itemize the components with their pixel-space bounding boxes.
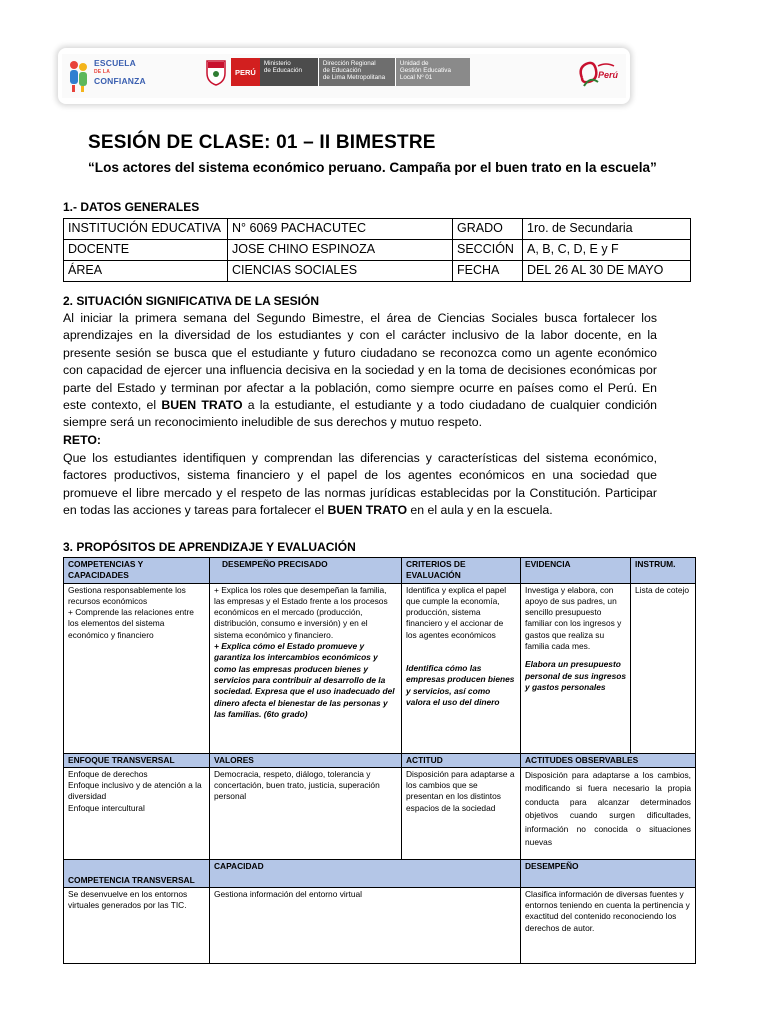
competencias-cell xyxy=(64,583,210,753)
evidencia-bold-text: Elabora un presupuesto personal de sus ingresos y gastos personales xyxy=(525,659,626,692)
column-header: CRITERIOS DE EVALUACIÓN xyxy=(402,558,521,584)
table-row xyxy=(64,767,696,859)
ugel-line: Local Nº 01 xyxy=(399,74,433,81)
column-header: ACTITUD xyxy=(402,753,521,767)
escuela-confianza-logo xyxy=(68,57,146,95)
table-row xyxy=(64,583,696,753)
enfoque-item: Enfoque intercultural xyxy=(68,802,145,813)
datos-generales-table xyxy=(63,218,691,282)
desempeno-cell xyxy=(210,583,402,753)
ugel-label xyxy=(395,58,470,86)
table-row xyxy=(64,240,691,261)
column-header: CAPACIDAD xyxy=(210,859,521,887)
criterio-text: Identifica y explica el papel que cumple la economía, producción, sistema financiero y el accionar de los agentes económicos xyxy=(406,584,507,640)
evidencia-text: Investiga y elabora, con apoyo de sus padres, un sencillo presupuesto familiar con los ingresos y gastos que realiza su familia cada mes. xyxy=(525,584,622,652)
table-cell: JOSE CHINO ESPINOZA xyxy=(228,240,453,261)
ugel-line: Gestión Educativa xyxy=(399,67,451,74)
paragraph-text: Al iniciar la primera semana del Segundo Bimestre, el área de Ciencias Sociales busca fortalecer los aprendizajes en la diversidad de los estudiantes y con el carácter inclusivo de la labor docente, en la presente sesión se busca que el estudiante y futuro ciudadano se reconozca como un agente económico con capacidad de ejercer una influencia decisiva en la sociedad y en la toma de decisiones económicas por parte del Estado y terminan por afectar a la población, como siempre ocurre en países como el Perú. En este contexto, el xyxy=(63,311,657,413)
column-header: COMPETENCIAS Y CAPACIDADES xyxy=(64,558,210,584)
competencia-item: Gestiona responsablemente los recursos económicos xyxy=(68,584,186,606)
paragraph-text: en el aula y en la escuela. xyxy=(407,503,553,518)
actitud-cell: Disposición para adaptarse a los cambios que se presentan en los distintos espacios de la sociedad xyxy=(402,767,521,859)
logo-text-line: CONFIANZA xyxy=(94,76,146,86)
page-title: SESIÓN DE CLASE: 01 – II BIMESTRE xyxy=(88,132,436,153)
capacidad-cell: Gestiona información del entorno virtual xyxy=(210,887,521,963)
minedu-logo xyxy=(205,58,475,88)
peru-brand-text: Perú xyxy=(598,70,619,80)
criterios-cell xyxy=(402,583,521,753)
table-cell: A, B, C, D, E y F xyxy=(523,240,691,261)
reto-paragraph xyxy=(63,450,657,520)
valores-cell: Democracia, respeto, diálogo, tolerancia y concertación, buen trato, justicia, superación personal xyxy=(210,767,402,859)
table-cell: 1ro. de Secundaria xyxy=(523,219,691,240)
column-header: COMPETENCIA TRANSVERSAL xyxy=(64,859,210,887)
column-header: ENFOQUE TRANSVERSAL xyxy=(64,753,210,767)
table-row xyxy=(64,219,691,240)
direccion-line: de Lima Metropolitana xyxy=(322,74,386,81)
direccion-label xyxy=(318,58,395,86)
section-heading-situacion: 2. SITUACIÓN SIGNIFICATIVA DE LA SESIÓN xyxy=(63,294,320,308)
ministerio-label xyxy=(260,58,318,86)
situacion-paragraph xyxy=(63,310,657,432)
table-row xyxy=(64,887,696,963)
table-cell: FECHA xyxy=(453,261,523,282)
table-cell: SECCIÓN xyxy=(453,240,523,261)
direccion-line: Dirección Regional xyxy=(322,60,376,67)
section-heading-propositos: 3. PROPÓSITOS DE APRENDIZAJE Y EVALUACIÓN xyxy=(63,540,356,554)
section-heading-datos: 1.- DATOS GENERALES xyxy=(63,200,200,214)
logo-text-line: DE LA xyxy=(94,69,110,75)
column-header: EVIDENCIA xyxy=(521,558,631,584)
table-header-row xyxy=(64,558,696,584)
table-header-row xyxy=(64,753,696,767)
buen-trato-bold: BUEN TRATO xyxy=(161,398,243,413)
table-cell: INSTITUCIÓN EDUCATIVA xyxy=(64,219,228,240)
criterio-bold-text: Identifica cómo las empresas producen bienes y servicios, así como valora el uso del dinero xyxy=(406,663,515,707)
table-cell: CIENCIAS SOCIALES xyxy=(228,261,453,282)
enfoques-cell xyxy=(64,767,210,859)
column-header: DESEMPEÑO xyxy=(521,859,696,887)
column-header: DESEMPEÑO PRECISADO xyxy=(210,558,402,584)
table-cell: GRADO xyxy=(453,219,523,240)
column-header: INSTRUM. xyxy=(631,558,696,584)
peru-shield-icon xyxy=(205,58,227,86)
table-cell: DEL 26 AL 30 DE MAYO xyxy=(523,261,691,282)
kids-icon xyxy=(68,59,90,93)
desempeno-bold-text: + Explica cómo el Estado promueve y garantiza los intercambios económicos y como las empresas producen bienes y servicios para contribuir al desarrollo de la sociedad. Expresa que el uso inadecuado del dinero afecta el bienestar de las personas y las familias. (6to grado) xyxy=(214,641,395,719)
competencia-transversal-cell: Se desenvuelve en los entornos virtuales generados por las TIC. xyxy=(64,887,210,963)
ministerio-line: de Educación xyxy=(263,67,303,74)
enfoque-item: Enfoque de derechos xyxy=(68,768,148,779)
enfoque-item: Enfoque inclusivo y de atención a la diversidad xyxy=(68,780,202,802)
peru-brand-logo xyxy=(576,58,622,90)
column-header: ACTITUDES OBSERVABLES xyxy=(521,753,696,767)
column-header: VALORES xyxy=(210,753,402,767)
table-row xyxy=(64,261,691,282)
competencia-item: + Comprende las relaciones entre los elementos del sistema económico y financiero xyxy=(68,607,194,640)
propositos-table xyxy=(63,557,696,964)
table-cell: N° 6069 PACHACUTEC xyxy=(228,219,453,240)
ugel-line: Unidad de xyxy=(399,60,429,67)
peru-label: PERÚ xyxy=(231,58,260,86)
direccion-line: de Educación xyxy=(322,67,362,74)
desempeno-text: + Explica los roles que desempeñan la familia, las empresas y el Estado frente a los procesos económicos en el mercado (producción, distribución, consumo e inversión) y en el sistema económico y financiero. xyxy=(214,584,388,640)
buen-trato-bold: BUEN TRATO xyxy=(327,503,408,518)
reto-heading: RETO: xyxy=(63,433,102,447)
actitudes-observables-cell: Disposición para adaptarse a los cambios, modificando si fuera necesario la propia conducta para alcanzar determinados objetivos cuando surgen dificultades, información no conocida o situaciones nuevas xyxy=(521,767,696,859)
paragraph-text: Que los estudiantes identifiquen y comprendan las diferencias y características del sistema económico, factores productivos, sistema financiero y el papel de los agentes económicos en una sociedad que promueve el libre mercado y el respeto de las normas jurídicas establecidas por la Constitución. Participar en todas las acciones y tareas para fortalecer el xyxy=(63,451,657,518)
logo-text-line: ESCUELA xyxy=(94,58,137,68)
paragraph-text: a la estudiante, el estudiante y a todo ciudadano de cualquier condición siempre será un reconocimiento ineludible de sus derechos y mutuo respeto. xyxy=(63,398,658,430)
instrumento-cell: Lista de cotejo xyxy=(631,583,696,753)
ministerio-line: Ministerio xyxy=(263,60,291,67)
table-header-row xyxy=(64,859,696,887)
page-subtitle: “Los actores del sistema económico peruano. Campaña por el buen trato en la escuela” xyxy=(88,160,657,175)
desempeno-transversal-cell: Clasifica información de diversas fuentes y entornos teniendo en cuenta la pertinencia y exactitud del contenido reconociendo los derechos de autor. xyxy=(521,887,696,963)
table-cell: ÁREA xyxy=(64,261,228,282)
table-cell: DOCENTE xyxy=(64,240,228,261)
evidencia-cell xyxy=(521,583,631,753)
